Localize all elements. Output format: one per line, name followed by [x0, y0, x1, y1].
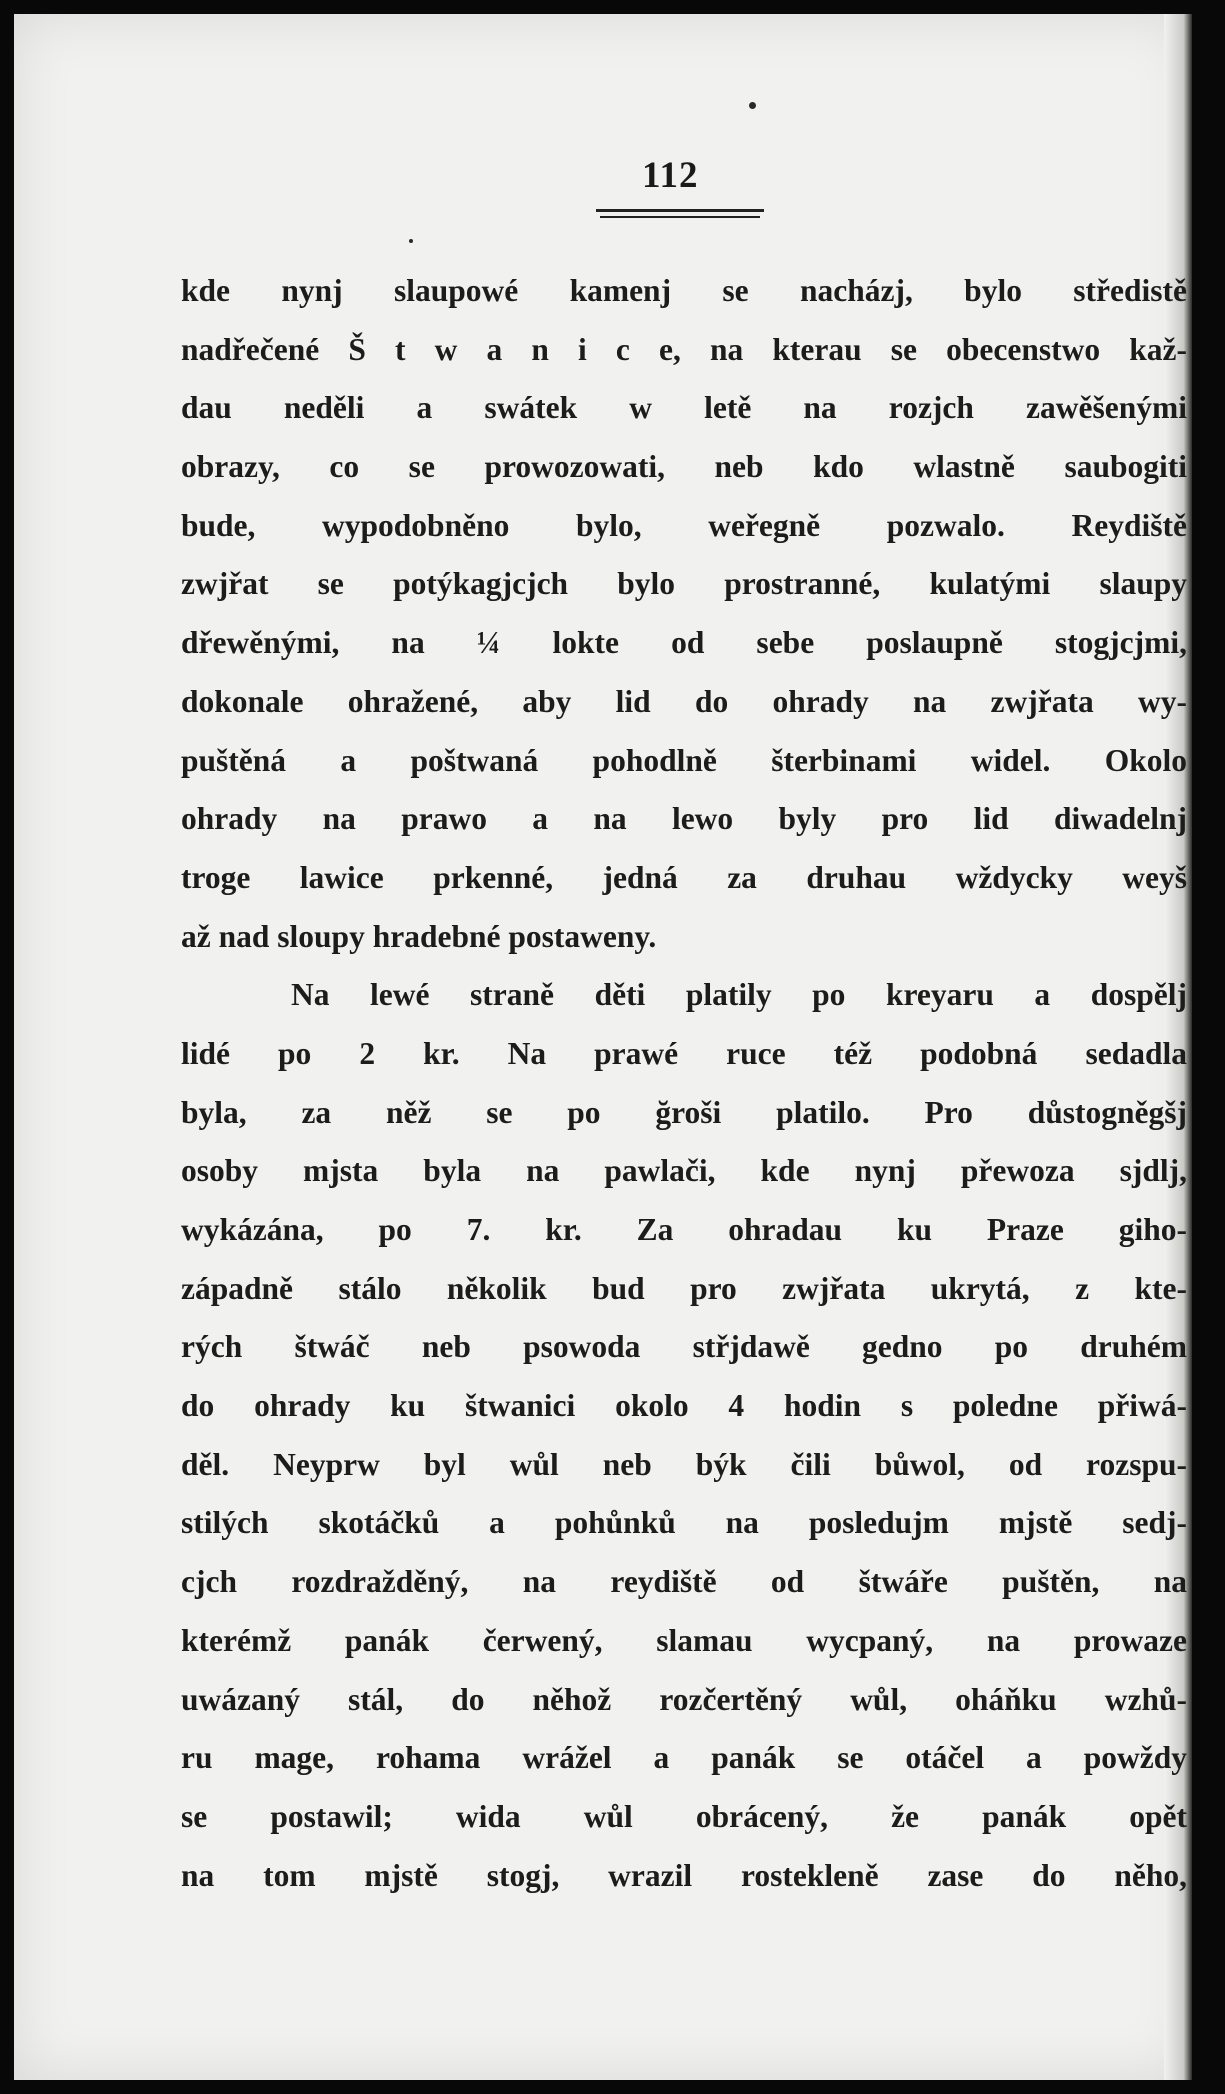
text-line: zwjřat se potýkagjcjch bylo prostranné, kulatými slaupy [181, 566, 1187, 602]
text-line: ru mage, rohama wrážel a panák se otáčel a powždy [181, 1740, 1187, 1776]
body-text [181, 262, 1187, 1905]
text-line: Na lewé straně děti platily po kreyaru a dospělj [291, 977, 1187, 1013]
text-line: na tom mjstě stogj, wrazil rostekleně zase do něho, [181, 1857, 1187, 1893]
text-line: puštěná a poštwaná pohodlně šterbinami widel. Okolo [181, 742, 1187, 778]
text-line: nadřečené Š t w a n i c e, na kterau se obecenstwo kaž- [181, 331, 1187, 367]
page-number: 112 [642, 155, 699, 196]
text-line: obrazy, co se prowozowati, neb kdo wlastně saubogiti [181, 449, 1187, 485]
text-line: západně stálo několik bud pro zwjřata ukrytá, z kte- [181, 1270, 1187, 1306]
text-line: dřewěnými, na ¼ lokte od sebe poslaupně stogjcjmi, [181, 625, 1187, 661]
text-line: cjch rozdražděný, na reydiště od štwáře puštěn, na [181, 1564, 1187, 1600]
text-line: se postawil; wida wůl obrácený, že panák opět [181, 1798, 1187, 1834]
book-page [14, 14, 1192, 2080]
page-number-rule [596, 209, 764, 212]
page-number-rule-second [600, 216, 760, 218]
text-line: dau neděli a swátek w letě na rozjch zawěšenými [181, 390, 1187, 426]
text-line: kde nynj slaupowé kamenj se nacházj, bylo středistě [181, 273, 1187, 308]
text-line: wykázána, po 7. kr. Za ohradau ku Praze giho- [181, 1212, 1187, 1247]
text-line: uwázaný stál, do něhož rozčertěný wůl, oháňku wzhů- [181, 1681, 1187, 1717]
text-line: rých štwáč neb psowoda střjdawě gedno po druhém [181, 1329, 1187, 1365]
text-line: byla, za něž se po ğroši platilo. Pro důstogněgšj [181, 1094, 1187, 1130]
print-speck [409, 239, 413, 243]
print-speck [749, 102, 756, 109]
text-line: do ohrady ku štwanici okolo 4 hodin s poledne přiwá- [181, 1388, 1187, 1424]
text-line: stilých skotáčků a pohůnků na posledujm mjstě sedj- [181, 1505, 1187, 1541]
text-line: děl. Neyprw byl wůl neb býk čili bůwol, od rozspu- [181, 1446, 1187, 1482]
text-line: osoby mjsta byla na pawlači, kde nynj přewoza sjdlj, [181, 1153, 1187, 1189]
text-line: kterémž panák čerwený, slamau wycpaný, na prowaze [181, 1622, 1187, 1658]
text-line: ohrady na prawo a na lewo byly pro lid diwadelnj [181, 801, 1187, 837]
text-line: troge lawice prkenné, jedná za druhau wždycky weyš [181, 859, 1187, 895]
text-line: bude, wypodobněno bylo, weřegně pozwalo. Reydiště [181, 507, 1187, 543]
text-line: dokonale ohražené, aby lid do ohrady na zwjřata wy- [181, 683, 1187, 719]
text-line: až nad sloupy hradebné postaweny. [181, 918, 657, 954]
text-line: lidé po 2 kr. Na prawé ruce též podobná sedadla [181, 1035, 1187, 1071]
